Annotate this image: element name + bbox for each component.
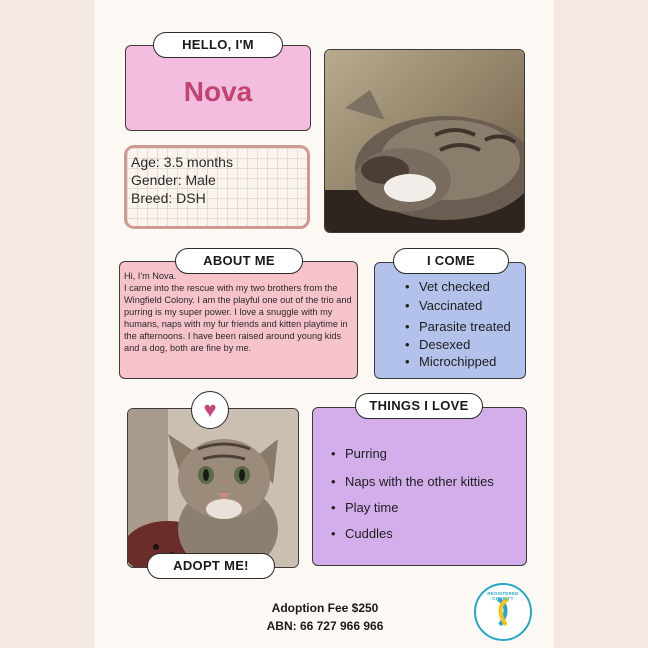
charity-badge-text: REGISTERED CHARITY: [487, 591, 519, 601]
things-i-love-card: [312, 407, 527, 566]
things-i-love-item: • Purring: [331, 446, 526, 474]
stats-card: [124, 145, 310, 229]
adoption-flyer: [95, 0, 554, 648]
greeting-label: HELLO, I'M: [153, 32, 283, 58]
heart-icon: ♥: [203, 397, 217, 422]
pet-name: Nova: [183, 76, 253, 107]
breed-text: Breed: DSH: [131, 190, 206, 206]
registered-charity-badge: [474, 583, 532, 641]
things-i-love-title: THINGS I LOVE: [355, 393, 483, 419]
things-i-love-item: • Play time: [331, 500, 526, 526]
adopt-me-label: ADOPT ME!: [147, 553, 275, 579]
things-i-love-list: [331, 446, 526, 552]
about-title: ABOUT ME: [175, 248, 303, 274]
i-come-item: • Desexed: [405, 337, 525, 354]
kitten-sleeping-image: [325, 50, 525, 233]
i-come-card: [374, 262, 526, 379]
i-come-list: [405, 279, 525, 371]
i-come-item: • Parasite treated: [405, 319, 525, 337]
things-i-love-item: • Cuddles: [331, 526, 526, 552]
i-come-title: I COME: [393, 248, 509, 274]
about-text: Hi, I'm Nova. I came into the rescue with my two brothers from the Wingfield Colony. I am the playful one out of the trio and purring is my super power. I love a snuggle with my humans, naps with my fur friends and kitten playtime in the afternoons. I have been raised around young kids and a dog, both are fine by me.: [124, 271, 352, 353]
age-text: Age: 3.5 months: [131, 154, 233, 170]
i-come-item: • Microchipped: [405, 354, 525, 371]
kitten-portrait-image: [128, 409, 299, 568]
adoption-fee-text: Adoption Fee $250: [271, 601, 379, 615]
i-come-item: • Vaccinated: [405, 298, 525, 319]
kitten-sleeping-photo: [324, 49, 525, 233]
i-come-item: • Vet checked: [405, 279, 525, 298]
abn-text: ABN: 66 727 966 966: [266, 619, 384, 633]
kitten-portrait-photo: [127, 408, 299, 568]
about-card: [119, 261, 358, 379]
gender-text: Gender: Male: [131, 172, 216, 188]
heart-badge: [191, 391, 229, 429]
things-i-love-item: • Naps with the other kitties: [331, 474, 526, 500]
